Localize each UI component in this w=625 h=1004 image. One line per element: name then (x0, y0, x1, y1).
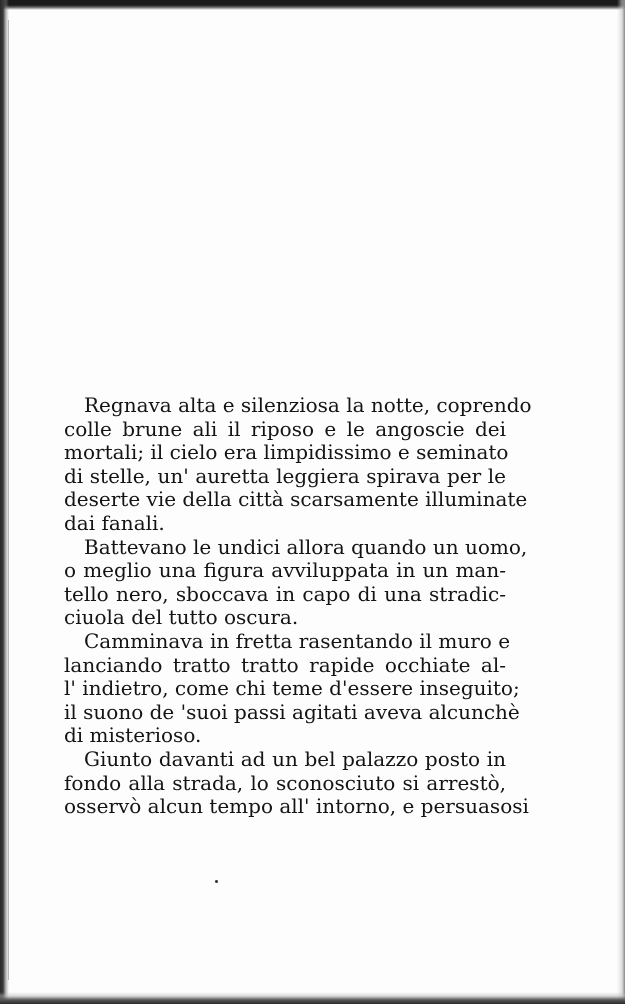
body-text (64, 393, 532, 819)
scan-edge-bottom (0, 992, 625, 1004)
text-line: Camminava in fretta rasentando il muro e (84, 628, 511, 653)
text-line: Battevano le undici allora quando un uomo, (84, 534, 528, 559)
text-line: fondo alla strada, lo sconosciuto si arrestò, (64, 770, 506, 795)
text-line: il suono de 'suoi passi agitati aveva alcunchè (64, 699, 520, 724)
text-line: mortali; il cielo era limpidissimo e seminato (64, 440, 509, 465)
text-line: osservò alcun tempo all' intorno, e persuasosi (64, 794, 529, 819)
text-line: l' indietro, come chi teme d'essere inseguito; (64, 676, 520, 701)
text-line: di misterioso. (64, 723, 202, 748)
text-line: di stelle, un' auretta leggiera spirava per le (64, 463, 506, 488)
text-line: deserte vie della città scarsamente illuminate (64, 487, 528, 512)
text-line: lanciando tratto tratto rapide occhiate al- (64, 652, 506, 677)
text-line: Regnava alta e silenziosa la notte, coprendo (84, 393, 532, 417)
text-line: tello nero, sboccava in capo di una stradic- (64, 581, 506, 606)
ink-speck (215, 880, 218, 883)
scan-edge-right (617, 0, 625, 1004)
text-line: dai fanali. (64, 510, 165, 535)
binding-line (8, 20, 9, 980)
text-line: ciuola del tutto oscura. (64, 605, 299, 630)
text-line: colle brune ali il riposo e le angoscie dei (64, 416, 506, 441)
scan-edge-top (0, 0, 625, 10)
text-line: Giunto davanti ad un bel palazzo posto in (84, 746, 506, 771)
text-line: o meglio una figura avviluppata in un man- (64, 558, 506, 583)
